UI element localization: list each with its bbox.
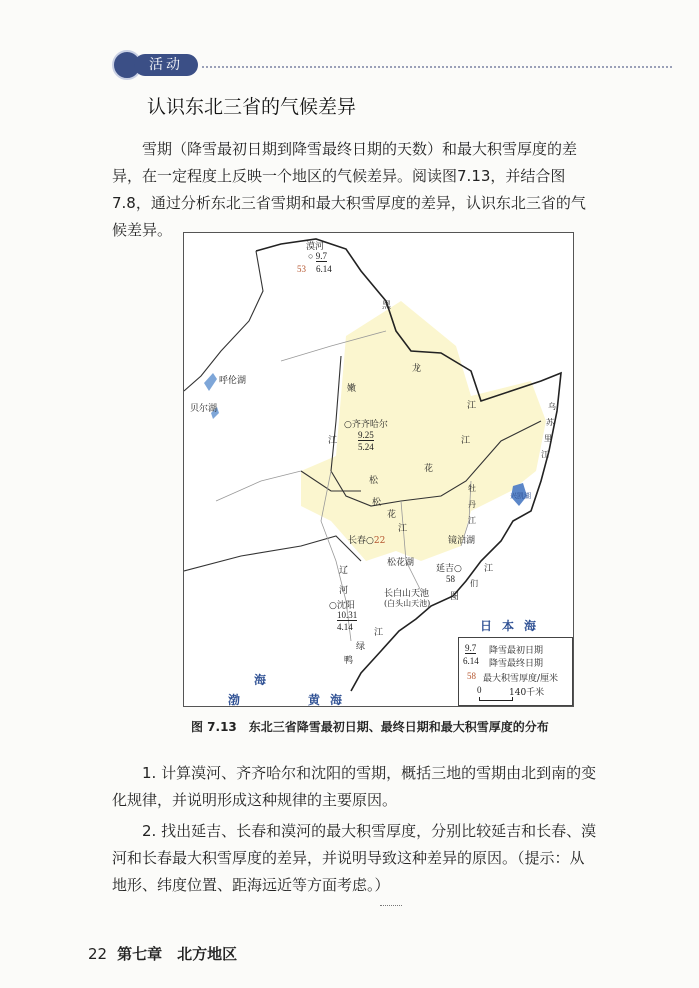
tianchi-label: 长白山天池: [384, 589, 430, 599]
river-label: 龙: [412, 364, 422, 374]
page-footer: [88, 943, 237, 964]
river-label: 里: [544, 434, 552, 443]
legend-last-label: 降雪最终日期: [489, 659, 544, 669]
river-label: 河: [339, 586, 349, 596]
legend-first-sample: 9.7: [465, 643, 477, 653]
river-label: 松: [369, 476, 379, 486]
activity-label: 活动: [134, 54, 198, 76]
question-2: 2. 找出延吉、长春和漠河的最大积雪厚度，分别比较延吉和长春、漠河和长春最大积雪厚度的差异，并说明导致这种差异的原因。（提示：从地形、纬度位置、距海远近等方面考虑。）: [112, 822, 597, 894]
figure-caption: 图 7.13 东北三省降雪最初日期、最终日期和最大积雪厚度的分布: [191, 720, 549, 734]
river-label: 江: [374, 628, 384, 638]
river-label: 辽: [339, 566, 349, 576]
mohe-dates: ○ 9.7: [308, 251, 327, 261]
river-label: 花: [424, 464, 434, 474]
river-label: 江: [468, 516, 476, 525]
scale-zero: 0: [477, 685, 482, 695]
river-label: 鸭: [344, 656, 354, 666]
scale-bar: [479, 697, 513, 701]
river-label: 江: [484, 564, 494, 574]
legend-last-sample: 6.14: [463, 656, 479, 666]
lake-jingpo-label: 镜泊湖: [448, 536, 476, 546]
mohe-snow: 53: [297, 264, 306, 274]
river-label: 江: [467, 401, 477, 411]
sea-bohai-label: 海: [254, 673, 277, 687]
section-title: 认识东北三省的气候差异: [147, 96, 357, 118]
river-label: 江: [541, 450, 549, 459]
river-label: 黑: [382, 301, 392, 311]
tianchi-alt-label: (白头山天池): [384, 599, 431, 608]
lake-hulun: [204, 373, 217, 391]
questions: [112, 760, 598, 903]
legend-snow-label: 最大积雪厚度/厘米: [483, 674, 559, 684]
intro-text: 雪期（降雪最初日期到降雪最终日期的天数）和最大积雪厚度的差异，在一定程度上反映一个地区的气候差异。阅读图7.13，并结合图7.8，通过分析东北三省雪期和最大积雪厚度的差异，认识东北三省的气候差异。: [112, 140, 586, 239]
city-shenyang: ○沈阳: [329, 601, 355, 611]
river-label: 丹: [468, 500, 476, 509]
city-changchun: 长春○22: [348, 536, 386, 546]
river-label: 们: [470, 579, 478, 588]
intro-paragraph: [112, 136, 598, 244]
mohe-last: 6.14: [316, 264, 332, 274]
sea-yellow-label: 黄海: [308, 693, 353, 707]
river-label: 花: [387, 510, 397, 520]
legend-first-label: 降雪最初日期: [489, 646, 544, 656]
sea-japan-label: 日本海: [480, 619, 547, 633]
river-label: 牡: [468, 484, 476, 493]
river-label: 绿: [356, 642, 366, 652]
page-number: 22: [88, 945, 108, 963]
lake-songhua-label: 松花湖: [387, 558, 415, 568]
river-label: 嫩: [347, 384, 357, 394]
lake-xingkai-label: 兴凯湖: [510, 492, 531, 500]
legend-snow-sample: 58: [467, 671, 476, 681]
yanji-snow: 58: [446, 574, 455, 584]
river-label: 江: [328, 436, 338, 446]
river-label: 乌: [548, 402, 556, 411]
scale-end: 140千米: [509, 688, 545, 698]
activity-badge: [112, 50, 200, 80]
lake-buir-label: 贝尔湖: [190, 404, 218, 414]
lake-hulun-label: 呼伦湖: [219, 376, 247, 386]
qiqihar-first: 9.25: [358, 430, 374, 440]
snow-map: [183, 232, 574, 707]
shenyang-last: 4.14: [337, 622, 353, 632]
question-1: 1. 计算漠河、齐齐哈尔和沈阳的雪期，概括三地的雪期由北到南的变化规律，并说明形成这种规律的主要原因。: [112, 764, 597, 809]
region-shade: [301, 301, 546, 561]
river-label: 江: [461, 436, 471, 446]
river-label: 江: [398, 524, 408, 534]
city-mohe: 漠河: [306, 242, 325, 252]
end-divider: [380, 905, 402, 906]
city-qiqihar: ○齐齐哈尔: [344, 420, 388, 430]
chapter-title: 第七章 北方地区: [117, 945, 238, 963]
qiqihar-last: 5.24: [358, 442, 374, 452]
city-yanji: 延吉○: [436, 564, 462, 574]
river-label: 苏: [546, 418, 554, 427]
map-legend: [458, 637, 573, 706]
river-label: 图: [450, 592, 460, 602]
sea-bohai-label: 渤: [228, 693, 251, 707]
river-label: 松: [372, 498, 382, 508]
shenyang-first: 10.31: [337, 610, 358, 620]
divider: [202, 66, 672, 68]
